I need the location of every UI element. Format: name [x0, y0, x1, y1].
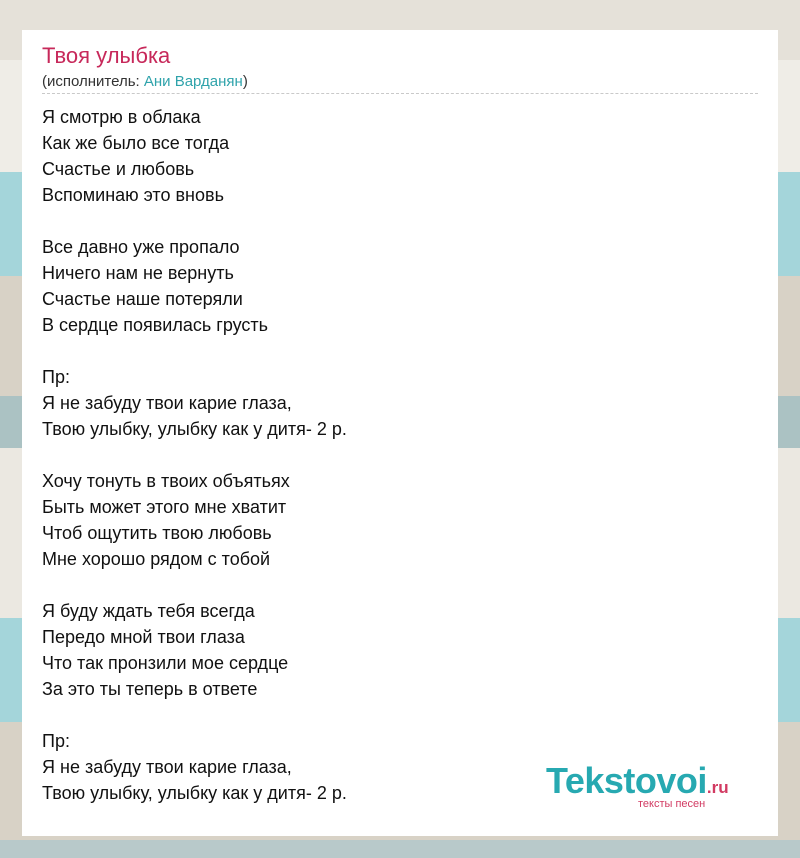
- lyric-line: Счастье и любовь: [42, 159, 195, 179]
- lyric-line: За это ты теперь в ответе: [42, 679, 258, 699]
- lyric-line: Твою улыбку, улыбку как у дитя- 2 р.: [42, 783, 347, 803]
- lyric-line: Я не забуду твои карие глаза,: [42, 757, 292, 777]
- lyric-line: Хочу тонуть в твоих объятьях: [42, 471, 290, 491]
- lyric-line: В сердце появилась грусть: [42, 315, 269, 335]
- lyric-line: [42, 702, 347, 728]
- logo-tagline: тексты песен: [638, 798, 706, 810]
- lyric-line: [42, 572, 347, 598]
- credit-suffix: ): [242, 73, 248, 90]
- artist-link[interactable]: Ани Варданян: [143, 73, 243, 90]
- lyric-line: [42, 208, 347, 234]
- song-title: Твоя улыбка: [42, 43, 171, 68]
- artist-credit: [42, 73, 248, 90]
- lyric-line: [42, 338, 347, 364]
- lyric-line: Чтоб ощутить твою любовь: [42, 523, 272, 543]
- lyric-line: Вспоминаю это вновь: [42, 185, 224, 205]
- lyric-line: Ничего нам не вернуть: [42, 263, 234, 283]
- lyric-line: Пр:: [42, 367, 70, 387]
- lyric-line: Мне хорошо рядом с тобой: [42, 549, 271, 569]
- lyric-line: Пр:: [42, 731, 70, 751]
- lyric-line: Я буду ждать тебя всегда: [42, 601, 255, 621]
- lyrics-card: [22, 30, 778, 836]
- lyric-line: Счастье наше потеряли: [42, 289, 243, 309]
- site-logo[interactable]: [546, 760, 729, 810]
- lyric-line: [42, 442, 347, 468]
- lyric-line: Я смотрю в облака: [42, 107, 201, 127]
- lyric-line: Как же было все тогда: [42, 133, 230, 153]
- lyric-line: Быть может этого мне хватит: [42, 497, 287, 517]
- divider: [42, 93, 758, 94]
- credit-prefix: (исполнитель:: [42, 73, 144, 90]
- lyric-line: Передо мной твои глаза: [42, 627, 245, 647]
- logo-name: Tekstovoi: [546, 760, 707, 801]
- lyric-line: Я не забуду твои карие глаза,: [42, 393, 292, 413]
- lyric-line: Что так пронзили мое сердце: [42, 653, 289, 673]
- lyrics-text: [42, 104, 347, 806]
- logo-tld: .ru: [706, 778, 729, 797]
- lyric-line: Твою улыбку, улыбку как у дитя- 2 р.: [42, 419, 347, 439]
- lyric-line: Все давно уже пропало: [42, 237, 240, 257]
